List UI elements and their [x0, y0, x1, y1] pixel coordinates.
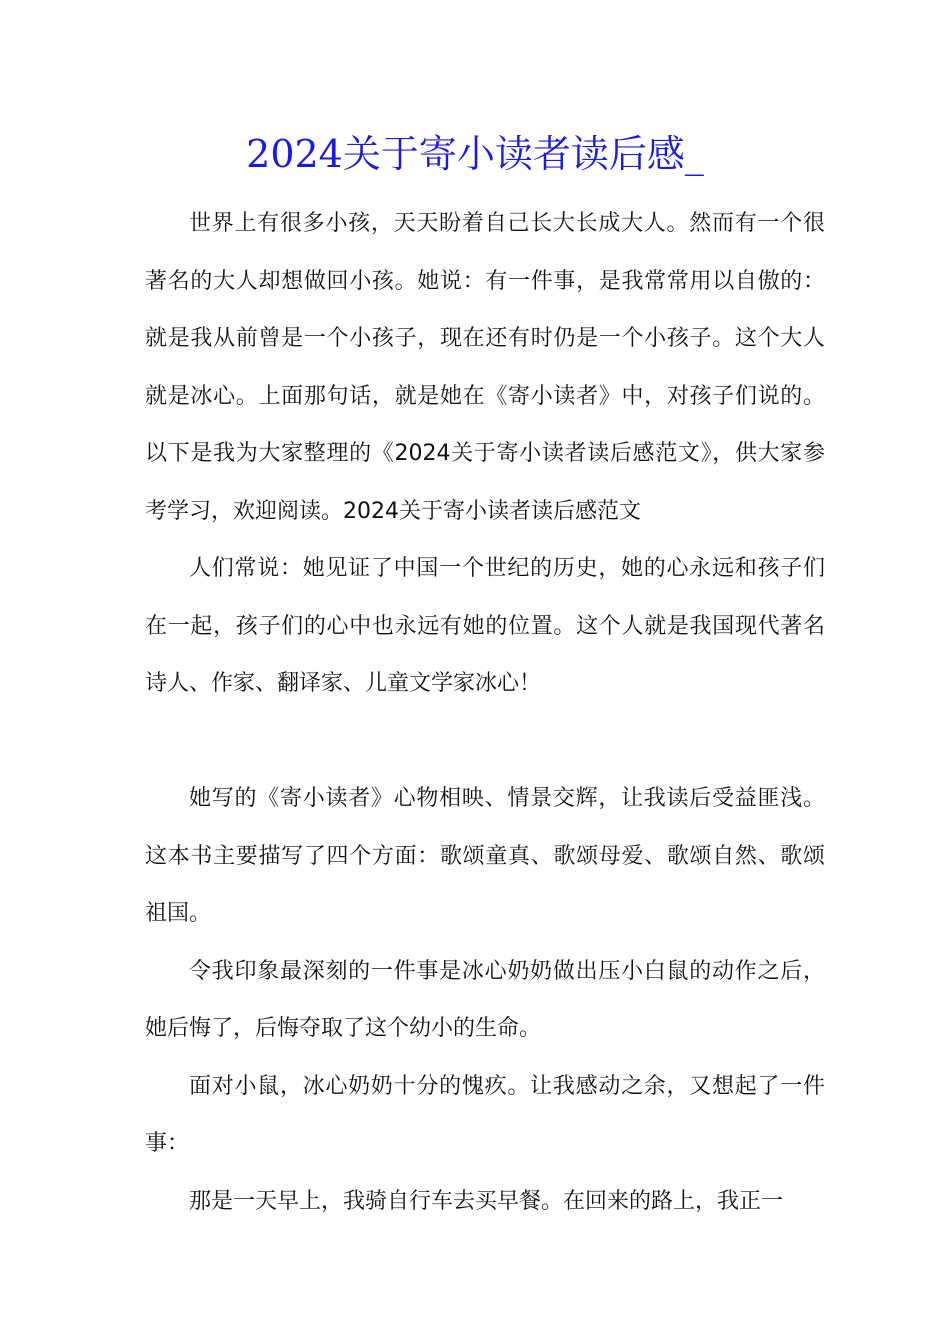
document-title: 2024关于寄小读者读后感_ — [246, 132, 704, 176]
blank-line — [145, 713, 825, 771]
paragraph-intro: 世界上有很多小孩，天天盼着自己长大长成大人。然而有一个很著名的大人却想做回小孩。她说：有一件事，是我常常用以自傲的：就是我从前曾是一个小孩子，现在还有时仍是一个小孩子。这个大人就是冰心。上面那句话，就是她在《寄小读者》中，对孩子们说的。以下是我为大家整理的《2024关于寄小读者读后感范文》，供大家参考学习，欢迎阅读。2024关于寄小读者读后感范文 — [145, 211, 825, 524]
paragraph-bicycle-story: 那是一天早上，我骑自行车去买早餐。在回来的路上，我正一 — [189, 1188, 784, 1214]
document-body — [145, 195, 825, 1230]
paragraph-guilt: 面对小鼠，冰心奶奶十分的愧疚。让我感动之余，又想起了一件事： — [145, 1073, 825, 1156]
paragraph-white-mouse: 令我印象最深刻的一件事是冰心奶奶做出压小白鼠的动作之后，她后悔了，后悔夺取了这个幼小的生命。 — [145, 958, 825, 1041]
paragraph-bingxin-history: 人们常说：她见证了中国一个世纪的历史，她的心永远和孩子们在一起，孩子们的心中也永远有她的位置。这个人就是我国现代著名诗人、作家、翻译家、儿童文学家冰心！ — [145, 556, 825, 696]
paragraph-book-content: 她写的《寄小读者》心物相映、情景交辉，让我读后受益匪浅。这本书主要描写了四个方面：歌颂童真、歌颂母爱、歌颂自然、歌颂祖国。 — [145, 786, 825, 926]
